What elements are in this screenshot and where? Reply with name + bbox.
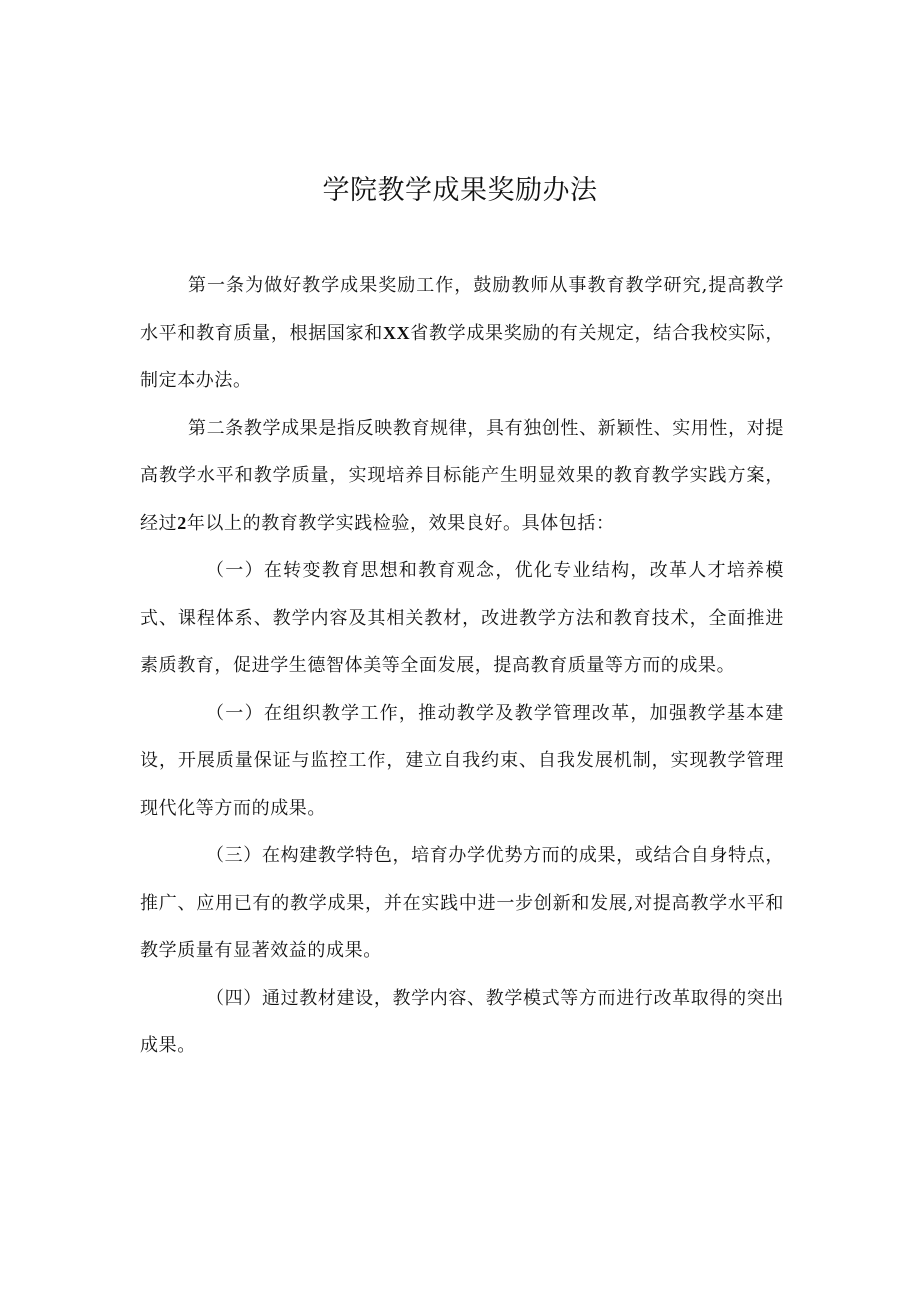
document-body bbox=[140, 262, 784, 1070]
paragraph-2 bbox=[140, 405, 784, 548]
document-title: 学院教学成果奖励办法 bbox=[322, 175, 598, 206]
paragraph-5-segment-1: （三）在构建教学特色，培育办学优势方而的成果，或结合自身特点，推广、应用已有的教学成果，并在实践中进一步创新和发展,对提高教学水平和教学质量有显著效益的成果。 bbox=[140, 845, 784, 961]
paragraph-1-segment-3: 省教学成果奖励的有关规定，结合我校实际，制定本办法。 bbox=[140, 322, 784, 391]
paragraph-4 bbox=[140, 690, 784, 833]
paragraph-1-segment-1: 第一条为做好教学成果奖励工作，鼓励教师从事教育教学研究,提高教学水平和教育质量，根据国家和 bbox=[140, 275, 784, 344]
paragraph-3-segment-1: （一）在转变教育思想和教育观念，优化专业结构，改革人才培养模式、课程体系、教学内容及其相关教材，改进教学方法和教育技术，全面推进素质教育，促进学生德智体美等全面发展，提高教育质量等方而的成果。 bbox=[140, 560, 784, 676]
paragraph-6 bbox=[140, 975, 784, 1070]
paragraph-1-segment-2: XX bbox=[382, 322, 411, 343]
paragraph-2-segment-1: 第二条教学成果是指反映教育规律，具有独创性、新颖性、实用性，对提高教学水平和教学质量，实现培养目标能产生明显效果的教育教学实践方案，经过 bbox=[140, 417, 784, 534]
paragraph-1 bbox=[140, 262, 784, 405]
paragraph-2-segment-3: 年以上的教育教学实践检验，效果良好。具体包括： bbox=[186, 512, 615, 534]
paragraph-2-segment-2: 2 bbox=[177, 512, 187, 533]
paragraph-6-segment-1: （四）通过教材建设，教学内容、教学模式等方而进行改革取得的突出成果。 bbox=[140, 987, 784, 1056]
paragraph-4-segment-1: （一）在组织教学工作，推动教学及教学管理改革，加强教学基本建设，开展质量保证与监控工作，建立自我约束、自我发展机制，实现教学管理现代化等方而的成果。 bbox=[140, 702, 784, 819]
paragraph-3 bbox=[140, 547, 784, 690]
paragraph-5 bbox=[140, 832, 784, 975]
